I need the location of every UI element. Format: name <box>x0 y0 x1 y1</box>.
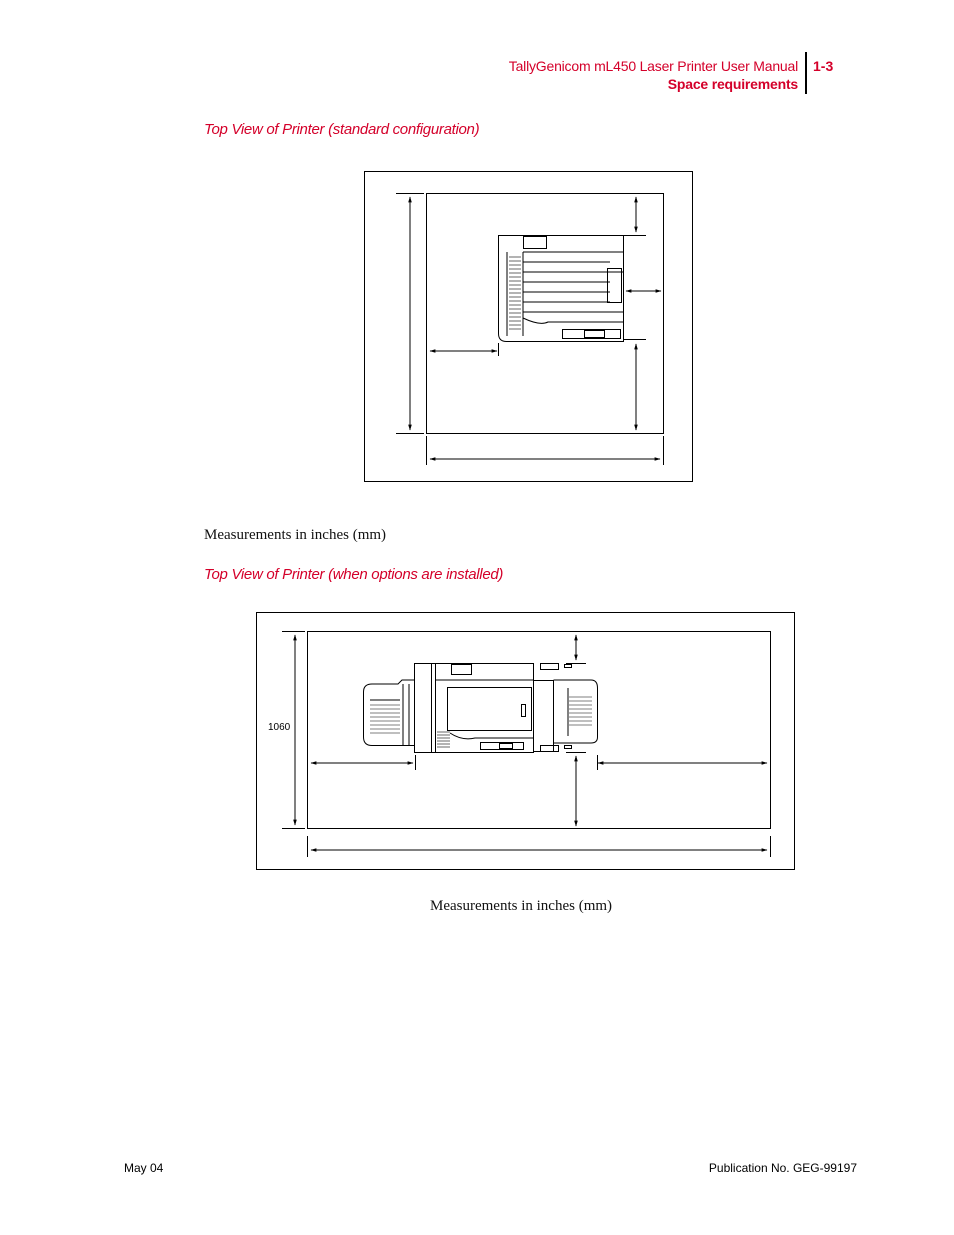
manual-title: TallyGenicom mL450 Laser Printer User Manual <box>508 58 798 74</box>
section-title: Space requirements <box>667 76 798 92</box>
clearance-area-outline <box>427 194 664 434</box>
footer-publication: Publication No. GEG-99197 <box>708 1161 857 1175</box>
figure-2-title: Top View of Printer (when options are installed) <box>204 566 504 583</box>
extension-lines-options <box>282 632 771 858</box>
figure-2-caption: Measurements in inches (mm) <box>430 898 613 914</box>
figure-1-caption: Measurements in inches (mm) <box>204 527 387 543</box>
figure-1-title: Top View of Printer (standard configuration) <box>204 121 480 138</box>
clearance-area-outline-options <box>308 632 771 829</box>
height-dimension-label: 1060 <box>268 722 291 733</box>
figure-2-drawing <box>282 632 771 858</box>
figure-1-drawing <box>396 194 664 466</box>
printer-top-view <box>499 236 624 342</box>
printer-with-options-top-view <box>364 664 598 753</box>
page-number: 1-3 <box>813 58 834 74</box>
footer-date: May 04 <box>124 1161 164 1175</box>
dimension-lines-options <box>295 635 767 850</box>
